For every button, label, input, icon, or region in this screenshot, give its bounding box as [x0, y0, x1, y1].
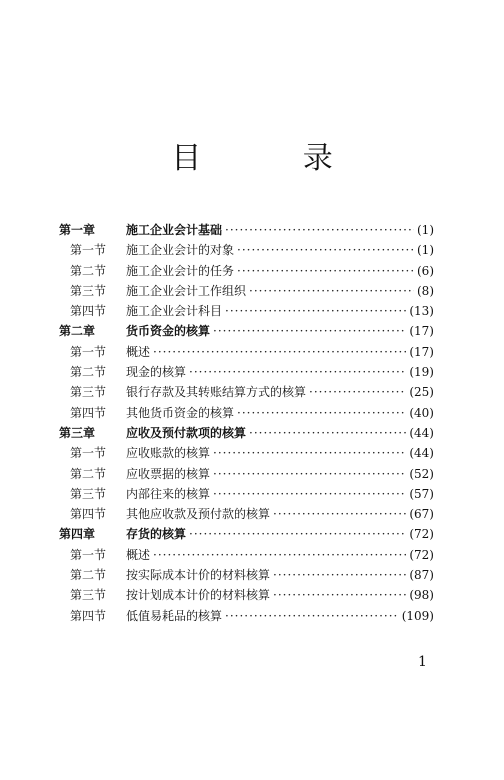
toc-entry-page: (8) — [417, 283, 434, 298]
toc-section-entry — [59, 505, 434, 525]
toc-entry-page: (1) — [417, 243, 434, 258]
page-number: 1 — [418, 654, 427, 670]
toc-entry-number: 第二章 — [59, 324, 96, 339]
toc-section-entry — [59, 302, 434, 322]
toc-entry-page: (67) — [409, 507, 434, 522]
toc-entry-page: (13) — [409, 304, 434, 319]
toc-entry-number: 第三节 — [70, 588, 107, 603]
toc-entry-page: (57) — [409, 486, 434, 501]
toc-entry-number: 第四节 — [70, 405, 107, 420]
dot-leader — [213, 487, 406, 501]
toc-entry-title: 银行存款及其转账结算方式的核算 — [126, 385, 307, 400]
toc-entry-page: (72) — [409, 547, 434, 562]
toc-entry-number: 第四节 — [70, 304, 107, 319]
toc-section-entry — [59, 343, 434, 363]
toc-entry-page: (44) — [409, 425, 434, 440]
dot-leader — [249, 284, 414, 298]
toc-section-entry — [59, 566, 434, 586]
dot-leader — [153, 548, 406, 562]
toc-entry-title: 概述 — [126, 344, 151, 359]
table-of-contents — [59, 221, 434, 627]
toc-entry-page: (44) — [409, 446, 434, 461]
toc-entry-number: 第三节 — [70, 385, 107, 400]
dot-leader — [213, 324, 406, 338]
toc-entry-title: 货币资金的核算 — [126, 324, 211, 339]
toc-entry-title: 概述 — [126, 547, 151, 562]
toc-section-entry — [59, 444, 434, 464]
dot-leader — [309, 385, 406, 399]
toc-entry-page: (19) — [409, 365, 434, 380]
toc-entry-title: 按计划成本计价的材料核算 — [126, 588, 271, 603]
toc-entry-title: 内部往来的核算 — [126, 486, 211, 501]
toc-entry-number: 第四节 — [70, 507, 107, 522]
toc-entry-page: (25) — [409, 385, 434, 400]
toc-entry-title: 应收票据的核算 — [126, 466, 211, 481]
toc-entry-number: 第二节 — [70, 568, 107, 583]
toc-entry-page: (17) — [409, 324, 434, 339]
toc-entry-page: (98) — [409, 588, 434, 603]
dot-leader — [189, 527, 406, 541]
dot-leader — [213, 446, 406, 460]
toc-entry-title: 应收账款的核算 — [126, 446, 211, 461]
toc-entry-title: 现金的核算 — [126, 365, 187, 380]
toc-entry-title: 低值易耗品的核算 — [126, 608, 223, 623]
dot-leader — [213, 467, 406, 481]
toc-chapter-entry — [59, 322, 434, 342]
toc-entry-page: (17) — [409, 344, 434, 359]
toc-entry-title: 施工企业会计科目 — [126, 304, 223, 319]
dot-leader — [225, 304, 406, 318]
toc-entry-number: 第一节 — [70, 547, 107, 562]
toc-section-entry — [59, 363, 434, 383]
toc-entry-page: (87) — [409, 568, 434, 583]
toc-entry-title: 按实际成本计价的材料核算 — [126, 568, 271, 583]
dot-leader — [273, 568, 406, 582]
toc-entry-title: 其他应收款及预付款的核算 — [126, 507, 271, 522]
toc-entry-number: 第四章 — [59, 527, 96, 542]
dot-leader — [237, 243, 414, 257]
toc-entry-title: 施工企业会计基础 — [126, 223, 223, 237]
dot-leader — [249, 426, 406, 440]
toc-section-entry — [59, 282, 434, 302]
dot-leader — [153, 345, 406, 359]
toc-chapter-entry — [59, 221, 434, 241]
toc-entry-title: 施工企业会计的任务 — [126, 263, 235, 278]
toc-section-entry — [59, 546, 434, 566]
toc-section-entry — [59, 404, 434, 424]
toc-entry-number: 第四节 — [70, 608, 107, 623]
toc-entry-number: 第三节 — [70, 486, 107, 501]
toc-entry-number: 第二节 — [70, 263, 107, 278]
toc-section-entry — [59, 607, 434, 627]
dot-leader — [237, 264, 414, 278]
toc-section-entry — [59, 383, 434, 403]
toc-entry-page: (72) — [409, 527, 434, 542]
toc-chapter-entry — [59, 424, 434, 444]
toc-section-entry — [59, 262, 434, 282]
toc-entry-number: 第三节 — [70, 283, 107, 298]
toc-entry-number: 第一节 — [70, 344, 107, 359]
toc-entry-number: 第二节 — [70, 365, 107, 380]
toc-section-entry — [59, 586, 434, 606]
toc-entry-page: (1) — [417, 223, 434, 237]
toc-section-entry — [59, 465, 434, 485]
toc-entry-title: 其他货币资金的核算 — [126, 405, 235, 420]
page-title: 目 录 — [171, 141, 379, 176]
toc-entry-title: 施工企业会计的对象 — [126, 243, 235, 258]
toc-entry-page: (52) — [409, 466, 434, 481]
toc-entry-number: 第一章 — [59, 223, 96, 237]
dot-leader — [225, 609, 399, 623]
toc-chapter-entry — [59, 525, 434, 545]
toc-entry-page: (109) — [401, 608, 434, 623]
toc-section-entry — [59, 485, 434, 505]
toc-entry-number: 第三章 — [59, 425, 96, 440]
toc-section-entry — [59, 241, 434, 261]
toc-entry-title: 存货的核算 — [126, 527, 187, 542]
dot-leader — [273, 507, 406, 521]
toc-entry-page: (6) — [417, 263, 434, 278]
toc-entry-title: 施工企业会计工作组织 — [126, 283, 247, 298]
dot-leader — [237, 406, 406, 420]
dot-leader — [225, 223, 414, 237]
toc-entry-page: (40) — [409, 405, 434, 420]
toc-entry-number: 第二节 — [70, 466, 107, 481]
toc-entry-title: 应收及预付款项的核算 — [126, 425, 247, 440]
toc-entry-number: 第一节 — [70, 446, 107, 461]
toc-entry-number: 第一节 — [70, 243, 107, 258]
dot-leader — [189, 365, 406, 379]
dot-leader — [273, 588, 406, 602]
